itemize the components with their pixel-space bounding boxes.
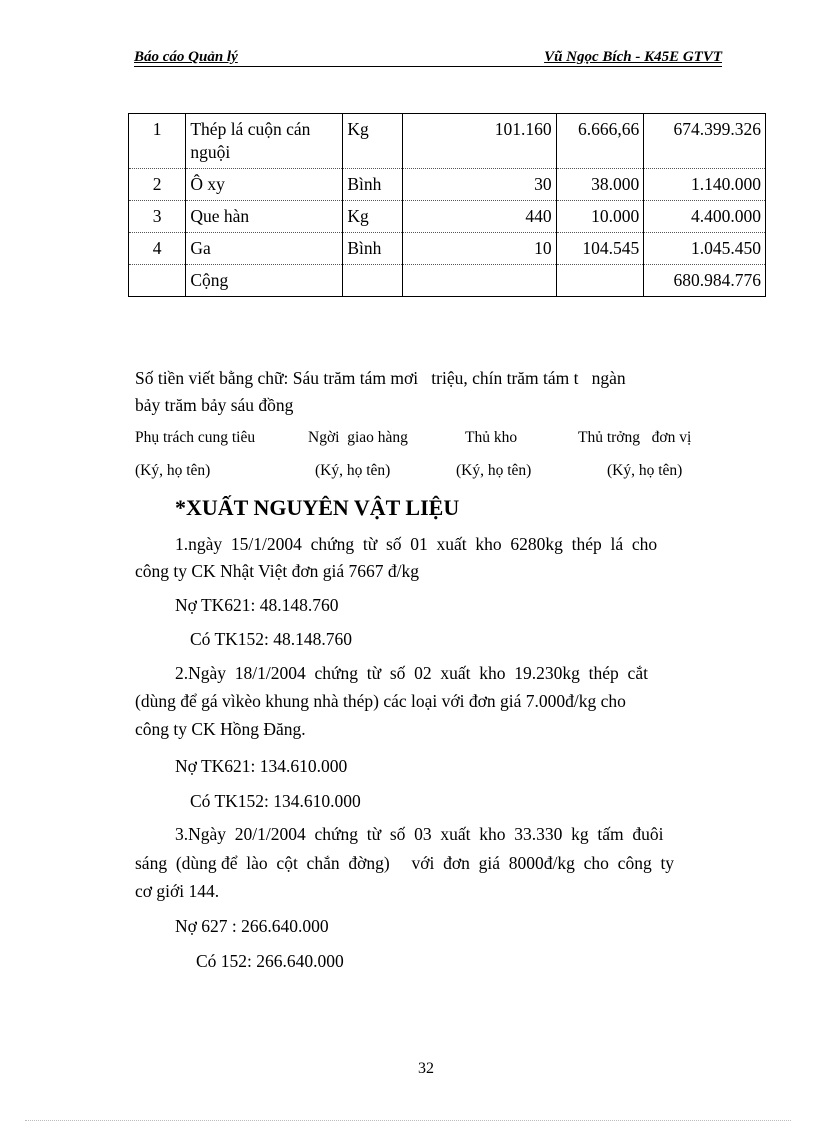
cell-unit [343, 265, 402, 297]
cell-stt: 3 [129, 201, 186, 233]
cell-price [556, 265, 644, 297]
cell-price: 6.666,66 [556, 114, 644, 169]
signature-role-head: Thủ trởng đơn vị [578, 429, 692, 446]
cell-qty: 10 [402, 233, 556, 265]
signature-note: (Ký, họ tên) [456, 462, 532, 479]
cell-amount: 1.045.450 [644, 233, 766, 265]
cell-qty: 440 [402, 201, 556, 233]
table-row [129, 201, 766, 233]
cell-qty [402, 265, 556, 297]
entry-2-line3: công ty CK Hồng Đăng. [135, 719, 306, 739]
entry-1-line2: công ty CK Nhật Việt đơn giá 7667 đ/kg [135, 561, 419, 581]
cell-unit: Kg [343, 114, 402, 169]
entry-3-line1: 3.Ngày 20/1/2004 chứng từ số 03 xuất kho 33.330 kg tấm đuôi [175, 824, 664, 844]
cell-unit: Bình [343, 169, 402, 201]
entry-1-debit: Nợ TK621: 48.148.760 [175, 595, 339, 615]
entry-3-credit: Có 152: 266.640.000 [196, 951, 344, 971]
entry-1-line1: 1.ngày 15/1/2004 chứng từ số 01 xuất kho 6280kg thép lá cho [175, 534, 658, 554]
section-title: *XUẤT NGUYÊN VẬT LIỆU [175, 495, 460, 520]
signature-role-storekeeper: Thủ kho [465, 429, 518, 446]
cell-amount: 1.140.000 [644, 169, 766, 201]
cell-price: 104.545 [556, 233, 644, 265]
header-author: Vũ Ngọc Bích - K45E GTVT [544, 49, 722, 65]
page-header [134, 46, 722, 67]
cell-stt: 2 [129, 169, 186, 201]
cell-stt: 4 [129, 233, 186, 265]
cell-price: 10.000 [556, 201, 644, 233]
amount-in-words-line2: bảy trăm bảy sáu đồng [135, 395, 294, 415]
cell-name: Thép lá cuộn cán nguội [186, 114, 343, 169]
cell-stt [129, 265, 186, 297]
amount-in-words-line1: Số tiền viết bằng chữ: Sáu trăm tám mơi triệu, chín trăm tám t ngàn [135, 368, 626, 388]
cell-name: Que hàn [186, 201, 343, 233]
materials-table [128, 113, 766, 297]
signature-note: (Ký, họ tên) [135, 462, 211, 479]
signature-role-supply: Phụ trách cung tiêu [135, 429, 256, 446]
cell-name: Ô xy [186, 169, 343, 201]
signature-role-deliverer: Ngời giao hàng [308, 429, 408, 446]
entry-2-credit: Có TK152: 134.610.000 [190, 791, 361, 811]
page-number: 32 [418, 1060, 434, 1077]
entry-2-line1: 2.Ngày 18/1/2004 chứng từ số 02 xuất kho 19.230kg thép cắt [175, 663, 648, 683]
table-total-row [129, 265, 766, 297]
cell-unit: Bình [343, 233, 402, 265]
cell-qty: 30 [402, 169, 556, 201]
cell-amount: 4.400.000 [644, 201, 766, 233]
table-row [129, 114, 766, 169]
entry-3-debit: Nợ 627 : 266.640.000 [175, 916, 329, 936]
table-row [129, 233, 766, 265]
cell-price: 38.000 [556, 169, 644, 201]
cell-amount: 680.984.776 [644, 265, 766, 297]
cell-amount: 674.399.326 [644, 114, 766, 169]
entry-3-line3: cơ giới 144. [135, 881, 220, 901]
entry-1-credit: Có TK152: 48.148.760 [190, 629, 353, 649]
header-left-title: Báo cáo Quản lý [134, 49, 238, 65]
signature-note: (Ký, họ tên) [607, 462, 683, 479]
signature-note: (Ký, họ tên) [315, 462, 391, 479]
table-row [129, 169, 766, 201]
cell-unit: Kg [343, 201, 402, 233]
cell-name: Cộng [186, 265, 343, 297]
footer-divider [25, 1120, 791, 1121]
entry-2-line2: (dùng để gá vìkèo khung nhà thép) các loại với đơn giá 7.000đ/kg cho [135, 691, 626, 711]
cell-name: Ga [186, 233, 343, 265]
cell-qty: 101.160 [402, 114, 556, 169]
entry-2-debit: Nợ TK621: 134.610.000 [175, 756, 348, 776]
entry-3-line2: sáng (dùng để lào cột chắn đờng) với đơn giá 8000đ/kg cho công ty [135, 853, 675, 873]
cell-stt: 1 [129, 114, 186, 169]
